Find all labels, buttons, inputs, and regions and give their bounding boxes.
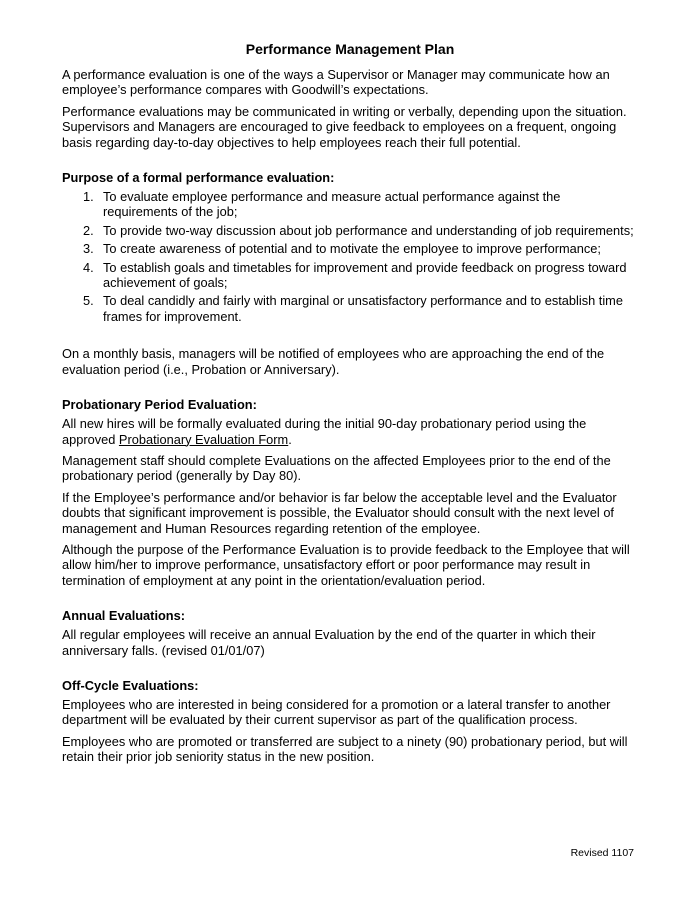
offcycle-heading: Off-Cycle Evaluations: (62, 677, 199, 693)
intro-paragraph-1: A performance evaluation is one of the ways a Supervisor or Manager may communicate how an employee’s performance compares with Goodwill’s expectations. (62, 67, 610, 98)
offcycle-paragraph-1: Employees who are interested in being considered for a promotion or a lateral transfer to another department will be evaluated by their current supervisor as part of the qualification process. (62, 696, 611, 728)
intro-paragraph-2: Performance evaluations may be communicated in writing or verbally, depending upon the situation. Supervisors and Managers are encouraged to give feedback to employees on a frequent, ongoing basis regarding day-to-day objectives to help employees reach their full potential. (62, 103, 627, 150)
list-number: 5. (83, 293, 94, 309)
annual-section (62, 608, 638, 658)
document-title: Performance Management Plan (245, 41, 455, 57)
probationary-paragraph-3: If the Employee’s performance and/or behavior is far below the acceptable level and the Evaluator doubts that significant improvement is possible, the Evaluator should consult with the next level of management and Human Resources regarding retention of the employee. (62, 489, 617, 536)
revision-footer: Revised 1107 (570, 847, 634, 859)
monthly-note: On a monthly basis, managers will be notified of employees who are approaching the end of the evaluation period (i.e., Probation or Anniversary). (62, 346, 605, 377)
purpose-section (62, 170, 638, 324)
list-text: To establish goals and timetables for improvement and provide feedback on progress toward achievement of goals; (103, 259, 627, 291)
probationary-text-end: . (288, 431, 292, 447)
list-number: 4. (83, 259, 94, 275)
purpose-list-item (62, 189, 638, 220)
probationary-text: All new hires will be formally evaluated during the initial 90-day probationary period using the approved (62, 416, 587, 447)
probationary-paragraph-4: Although the purpose of the Performance Evaluation is to provide feedback to the Employee that will allow him/her to improve performance, unsatisfactory effort or poor performance may result in termination of employment at any point in the orientation/evaluation period. (62, 541, 630, 588)
purpose-list-item (62, 223, 638, 238)
annual-heading: Annual Evaluations: (62, 608, 186, 624)
list-text: To deal candidly and fairly with marginal or unsatisfactory performance and to establish time frames for improvement. (103, 293, 623, 324)
list-text: To evaluate employee performance and measure actual performance against the requirements of the job; (103, 189, 561, 220)
list-number: 2. (83, 222, 94, 238)
purpose-list-item (62, 260, 638, 291)
list-number: 3. (83, 241, 94, 257)
list-number: 1. (83, 189, 94, 205)
purpose-list-item (62, 293, 638, 324)
monthly-section (62, 346, 638, 377)
document-page (62, 40, 638, 771)
probationary-paragraph-2: Management staff should complete Evaluations on the affected Employees prior to the end of the probationary period (generally by Day 80). (62, 452, 611, 484)
probationary-heading: Probationary Period Evaluation: (62, 397, 257, 413)
purpose-heading: Purpose of a formal performance evaluation: (62, 170, 335, 186)
offcycle-section (62, 678, 638, 765)
list-text: To provide two-way discussion about job performance and understanding of job requirements; (103, 222, 634, 238)
purpose-list (62, 189, 638, 324)
list-text: To create awareness of potential and to motivate the employee to improve performance; (103, 241, 601, 257)
probationary-paragraph-1 (62, 416, 638, 447)
offcycle-paragraph-2: Employees who are promoted or transferred are subject to a ninety (90) probationary period, but will retain their prior job seniority status in the new position. (62, 733, 628, 765)
probationary-evaluation-form-link[interactable]: Probationary Evaluation Form (118, 431, 289, 447)
probationary-section (62, 397, 638, 588)
annual-paragraph-1: All regular employees will receive an annual Evaluation by the end of the quarter in which their anniversary falls. (revised 01/01/07) (62, 627, 596, 658)
purpose-list-item (62, 241, 638, 256)
